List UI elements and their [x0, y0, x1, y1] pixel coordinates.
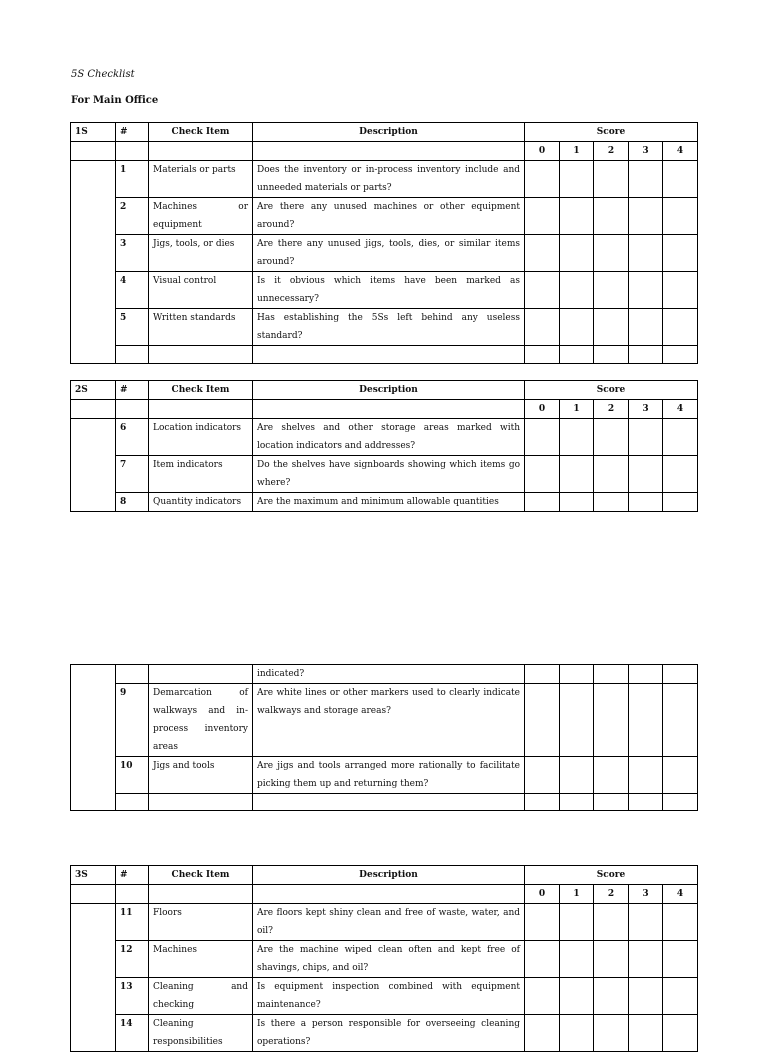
section-cell: [71, 904, 116, 1052]
check-item: Jigs and tools: [149, 757, 253, 794]
empty-cell: [116, 400, 149, 419]
item-description: Is equipment inspection combined with equipment maintenance?: [253, 978, 525, 1015]
score-cell-1[interactable]: [560, 198, 594, 235]
item-number: 5: [116, 309, 149, 346]
score-cell-1[interactable]: [560, 272, 594, 309]
check-item: Location indicators: [149, 419, 253, 456]
empty-cell: [149, 400, 253, 419]
score-cell-1[interactable]: [560, 978, 594, 1015]
column-header-number: #: [116, 123, 149, 142]
score-cell-1[interactable]: [560, 419, 594, 456]
table-row-empty: [71, 794, 698, 811]
score-cell-3[interactable]: [629, 235, 663, 272]
item-description: Are there any unused machines or other equipment around?: [253, 198, 525, 235]
score-cell-0[interactable]: [525, 665, 560, 684]
item-number: 1: [116, 161, 149, 198]
score-cell-3[interactable]: [629, 272, 663, 309]
score-cell-1[interactable]: [560, 941, 594, 978]
item-description: indicated?: [253, 665, 525, 684]
score-cell-3[interactable]: [629, 794, 663, 811]
score-cell-4[interactable]: [663, 493, 698, 512]
score-header-3: 3: [629, 400, 663, 419]
score-cell-2[interactable]: [594, 419, 629, 456]
score-cell-0[interactable]: [525, 493, 560, 512]
item-description: Are the machine wiped clean often and kept free of shavings, chips, and oil?: [253, 941, 525, 978]
table-row: [71, 198, 698, 235]
score-header-2: 2: [594, 142, 629, 161]
table-row: [71, 978, 698, 1015]
score-cell-3[interactable]: [629, 904, 663, 941]
table-row: [71, 1015, 698, 1052]
score-header-4: 4: [663, 142, 698, 161]
item-description: Is there a person responsible for overseeing cleaning operations?: [253, 1015, 525, 1052]
score-cell-3[interactable]: [629, 941, 663, 978]
score-cell-4[interactable]: [663, 978, 698, 1015]
column-header-number: #: [116, 381, 149, 400]
item-description: Are there any unused jigs, tools, dies, or similar items around?: [253, 235, 525, 272]
score-cell-2[interactable]: [594, 493, 629, 512]
check-item: Jigs, tools, or dies: [149, 235, 253, 272]
score-cell-2[interactable]: [594, 272, 629, 309]
score-cell-0[interactable]: [525, 419, 560, 456]
score-cell-4[interactable]: [663, 272, 698, 309]
score-cell-0[interactable]: [525, 309, 560, 346]
score-cell-4[interactable]: [663, 161, 698, 198]
item-description: Does the inventory or in-process inventory include and unneeded materials or parts?: [253, 161, 525, 198]
check-item: Cleaning and checking: [149, 978, 253, 1015]
score-cell-2[interactable]: [594, 309, 629, 346]
score-header-0: 0: [525, 400, 560, 419]
check-item: Item indicators: [149, 456, 253, 493]
section-label: 2S: [71, 381, 116, 400]
score-cell-0[interactable]: [525, 346, 560, 364]
item-number: 11: [116, 904, 149, 941]
empty-cell: [116, 885, 149, 904]
score-header-3: 3: [629, 142, 663, 161]
score-header-1: 1: [560, 885, 594, 904]
score-cell-4[interactable]: [663, 794, 698, 811]
item-description: Are white lines or other markers used to clearly indicate walkways and storage areas?: [253, 684, 525, 757]
item-number: 7: [116, 456, 149, 493]
score-cell-1[interactable]: [560, 309, 594, 346]
section-label: 1S: [71, 123, 116, 142]
column-header-description: Description: [253, 866, 525, 885]
empty-cell: [71, 885, 116, 904]
check-item: Written standards: [149, 309, 253, 346]
score-cell-4[interactable]: [663, 757, 698, 794]
score-cell-0[interactable]: [525, 456, 560, 493]
item-number: 3: [116, 235, 149, 272]
section-label: 3S: [71, 866, 116, 885]
score-cell-4[interactable]: [663, 684, 698, 757]
score-cell-4[interactable]: [663, 941, 698, 978]
score-cell-4[interactable]: [663, 1015, 698, 1052]
empty-cell: [71, 142, 116, 161]
score-cell-1[interactable]: [560, 235, 594, 272]
score-cell-4[interactable]: [663, 665, 698, 684]
item-number: 10: [116, 757, 149, 794]
score-cell-0[interactable]: [525, 198, 560, 235]
column-header-check-item: Check Item: [149, 123, 253, 142]
item-number: 9: [116, 684, 149, 757]
score-cell-0[interactable]: [525, 684, 560, 757]
score-header-1: 1: [560, 400, 594, 419]
score-cell-2[interactable]: [594, 904, 629, 941]
item-number: 6: [116, 419, 149, 456]
score-header-4: 4: [663, 400, 698, 419]
table-row: [71, 419, 698, 456]
score-header-4: 4: [663, 885, 698, 904]
checklist-table-2s: [70, 380, 698, 512]
table-row: [71, 684, 698, 757]
empty-cell: [253, 794, 525, 811]
score-cell-2[interactable]: [594, 684, 629, 757]
checklist-table-2s-continued: [70, 664, 698, 811]
table-row: [71, 493, 698, 512]
check-item: Materials or parts: [149, 161, 253, 198]
column-header-score: Score: [525, 866, 698, 885]
item-description: Has establishing the 5Ss left behind any useless standard?: [253, 309, 525, 346]
score-cell-2[interactable]: [594, 941, 629, 978]
check-item: [149, 665, 253, 684]
item-number: [116, 665, 149, 684]
score-header-2: 2: [594, 400, 629, 419]
score-cell-2[interactable]: [594, 978, 629, 1015]
empty-cell: [149, 346, 253, 364]
table-row: [71, 161, 698, 198]
score-cell-3[interactable]: [629, 978, 663, 1015]
item-description: Are the maximum and minimum allowable quantities: [253, 493, 525, 512]
table-row: [71, 272, 698, 309]
score-cell-1[interactable]: [560, 757, 594, 794]
score-cell-0[interactable]: [525, 904, 560, 941]
section-cell: [71, 665, 116, 811]
check-item: Floors: [149, 904, 253, 941]
score-header-1: 1: [560, 142, 594, 161]
score-cell-3[interactable]: [629, 1015, 663, 1052]
check-item: Visual control: [149, 272, 253, 309]
score-header-0: 0: [525, 885, 560, 904]
column-header-score: Score: [525, 381, 698, 400]
score-header-3: 3: [629, 885, 663, 904]
score-cell-1[interactable]: [560, 346, 594, 364]
checklist-table-1s: [70, 122, 698, 364]
check-item: Quantity indicators: [149, 493, 253, 512]
empty-cell: [71, 400, 116, 419]
page-title: 5S Checklist: [71, 69, 135, 80]
item-description: Are floors kept shiny clean and free of waste, water, and oil?: [253, 904, 525, 941]
item-description: Are jigs and tools arranged more rationally to facilitate picking them up and returning them?: [253, 757, 525, 794]
table-row: [71, 757, 698, 794]
score-cell-1[interactable]: [560, 684, 594, 757]
column-header-description: Description: [253, 123, 525, 142]
item-number: 12: [116, 941, 149, 978]
item-description: Do the shelves have signboards showing which items go where?: [253, 456, 525, 493]
section-cell: [71, 161, 116, 364]
score-cell-2[interactable]: [594, 456, 629, 493]
table-row: [71, 665, 698, 684]
score-cell-2[interactable]: [594, 665, 629, 684]
score-cell-4[interactable]: [663, 456, 698, 493]
score-cell-0[interactable]: [525, 757, 560, 794]
empty-cell: [116, 346, 149, 364]
score-cell-2[interactable]: [594, 198, 629, 235]
score-cell-0[interactable]: [525, 161, 560, 198]
page-subtitle: For Main Office: [71, 95, 159, 106]
score-cell-0[interactable]: [525, 272, 560, 309]
score-cell-0[interactable]: [525, 1015, 560, 1052]
empty-cell: [149, 885, 253, 904]
score-cell-4[interactable]: [663, 235, 698, 272]
check-item: Demarcation of walkways and in-process inventory areas: [149, 684, 253, 757]
table-row: [71, 941, 698, 978]
score-cell-2[interactable]: [594, 161, 629, 198]
item-number: 4: [116, 272, 149, 309]
column-header-check-item: Check Item: [149, 866, 253, 885]
table-row: [71, 456, 698, 493]
score-cell-2[interactable]: [594, 1015, 629, 1052]
score-cell-3[interactable]: [629, 493, 663, 512]
column-header-score: Score: [525, 123, 698, 142]
empty-cell: [253, 346, 525, 364]
check-item: Machines or equipment: [149, 198, 253, 235]
column-header-description: Description: [253, 381, 525, 400]
score-cell-1[interactable]: [560, 1015, 594, 1052]
score-cell-0[interactable]: [525, 794, 560, 811]
score-cell-0[interactable]: [525, 235, 560, 272]
item-number: 14: [116, 1015, 149, 1052]
empty-cell: [116, 142, 149, 161]
score-cell-2[interactable]: [594, 757, 629, 794]
table-row: [71, 309, 698, 346]
score-cell-3[interactable]: [629, 309, 663, 346]
score-cell-3[interactable]: [629, 665, 663, 684]
section-cell: [71, 419, 116, 512]
score-cell-1[interactable]: [560, 665, 594, 684]
score-cell-2[interactable]: [594, 346, 629, 364]
empty-cell: [253, 400, 525, 419]
item-description: Is it obvious which items have been marked as unnecessary?: [253, 272, 525, 309]
score-cell-3[interactable]: [629, 684, 663, 757]
empty-cell: [253, 142, 525, 161]
item-number: 8: [116, 493, 149, 512]
empty-cell: [149, 142, 253, 161]
table-row: [71, 904, 698, 941]
score-header-0: 0: [525, 142, 560, 161]
score-cell-3[interactable]: [629, 757, 663, 794]
item-number: 2: [116, 198, 149, 235]
score-cell-2[interactable]: [594, 794, 629, 811]
table-row-empty: [71, 346, 698, 364]
score-cell-0[interactable]: [525, 978, 560, 1015]
score-cell-3[interactable]: [629, 161, 663, 198]
score-cell-4[interactable]: [663, 419, 698, 456]
item-description: Are shelves and other storage areas marked with location indicators and addresses?: [253, 419, 525, 456]
score-cell-1[interactable]: [560, 794, 594, 811]
score-cell-1[interactable]: [560, 456, 594, 493]
table-row: [71, 235, 698, 272]
score-cell-4[interactable]: [663, 309, 698, 346]
score-cell-1[interactable]: [560, 493, 594, 512]
item-number: 13: [116, 978, 149, 1015]
empty-cell: [116, 794, 149, 811]
check-item: Cleaning responsibilities: [149, 1015, 253, 1052]
score-header-2: 2: [594, 885, 629, 904]
empty-cell: [253, 885, 525, 904]
score-cell-4[interactable]: [663, 346, 698, 364]
column-header-number: #: [116, 866, 149, 885]
empty-cell: [149, 794, 253, 811]
score-cell-3[interactable]: [629, 198, 663, 235]
score-cell-3[interactable]: [629, 419, 663, 456]
score-cell-4[interactable]: [663, 198, 698, 235]
score-cell-0[interactable]: [525, 941, 560, 978]
score-cell-3[interactable]: [629, 456, 663, 493]
check-item: Machines: [149, 941, 253, 978]
score-cell-1[interactable]: [560, 904, 594, 941]
column-header-check-item: Check Item: [149, 381, 253, 400]
score-cell-3[interactable]: [629, 346, 663, 364]
score-cell-1[interactable]: [560, 161, 594, 198]
score-cell-2[interactable]: [594, 235, 629, 272]
score-cell-4[interactable]: [663, 904, 698, 941]
